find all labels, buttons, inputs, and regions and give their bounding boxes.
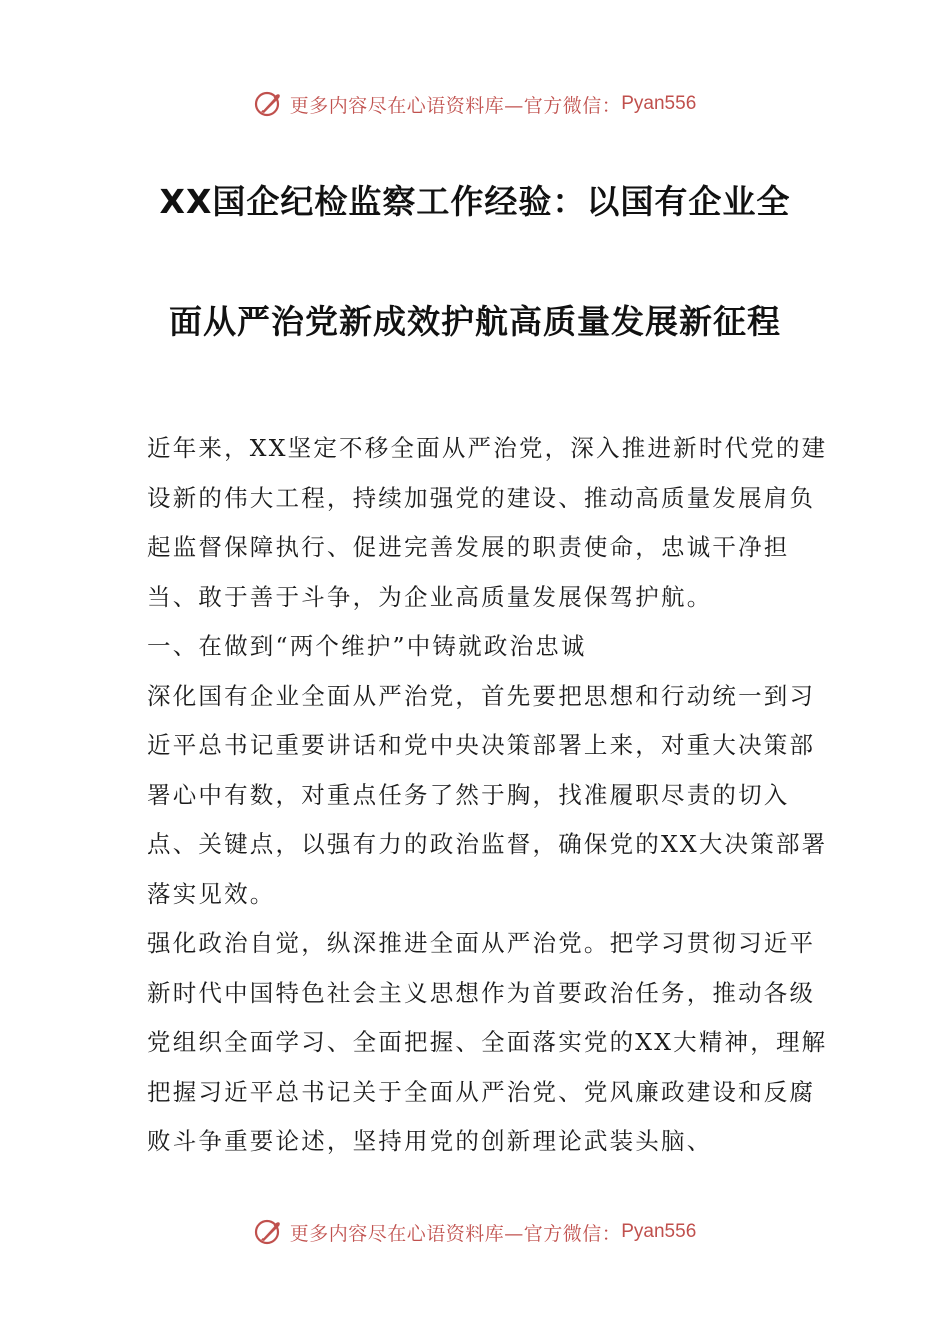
section-heading-1: 一、在做到“两个维护”中铸就政治忠诚 xyxy=(147,632,587,660)
paragraph-1: 近年来，XX坚定不移全面从严治党，深入推进新时代党的建设新的伟大工程，持续加强党的建设、推动高质量发展肩负起监督保障执行、促进完善发展的职责使命，忠诚干净担当、敢于善于斗争，为企业高质量发展保驾护航。 xyxy=(147,434,828,611)
watermark-header xyxy=(0,84,950,124)
feather-pen-logo-icon xyxy=(254,1217,284,1247)
watermark-wechat-id: Pyan556 xyxy=(621,93,697,114)
paragraph-2: 深化国有企业全面从严治党，首先要把思想和行动统一到习近平总书记重要讲话和党中央决策部署上来，对重大决策部署心中有数，对重点任务了然于胸，找准履职尽责的切入点、关键点，以强有力的政治监督，确保党的XX大决策部署落实见效。 xyxy=(147,681,828,908)
watermark-text: 更多内容尽在心语资料库—官方微信： xyxy=(289,1222,622,1245)
watermark-footer xyxy=(0,1212,950,1252)
document-title-line-2: 面从严治党新成效护航高质量发展新征程 xyxy=(169,302,781,341)
watermark-wechat-id: Pyan556 xyxy=(621,1221,697,1242)
document-title-line-1: XX国企纪检监察工作经验：以国有企业全 xyxy=(159,182,791,221)
paragraph-3: 强化政治自觉，纵深推进全面从严治党。把学习贯彻习近平新时代中国特色社会主义思想作为首要政治任务，推动各级党组织全面学习、全面把握、全面落实党的XX大精神，理解把握习近平总书记关于全面从严治党、党风廉政建设和反腐败斗争重要论述，坚持用党的创新理论武装头脑、 xyxy=(147,929,828,1155)
feather-pen-logo-icon xyxy=(254,89,284,119)
document-body xyxy=(147,424,837,1167)
watermark-text: 更多内容尽在心语资料库—官方微信： xyxy=(289,94,622,117)
